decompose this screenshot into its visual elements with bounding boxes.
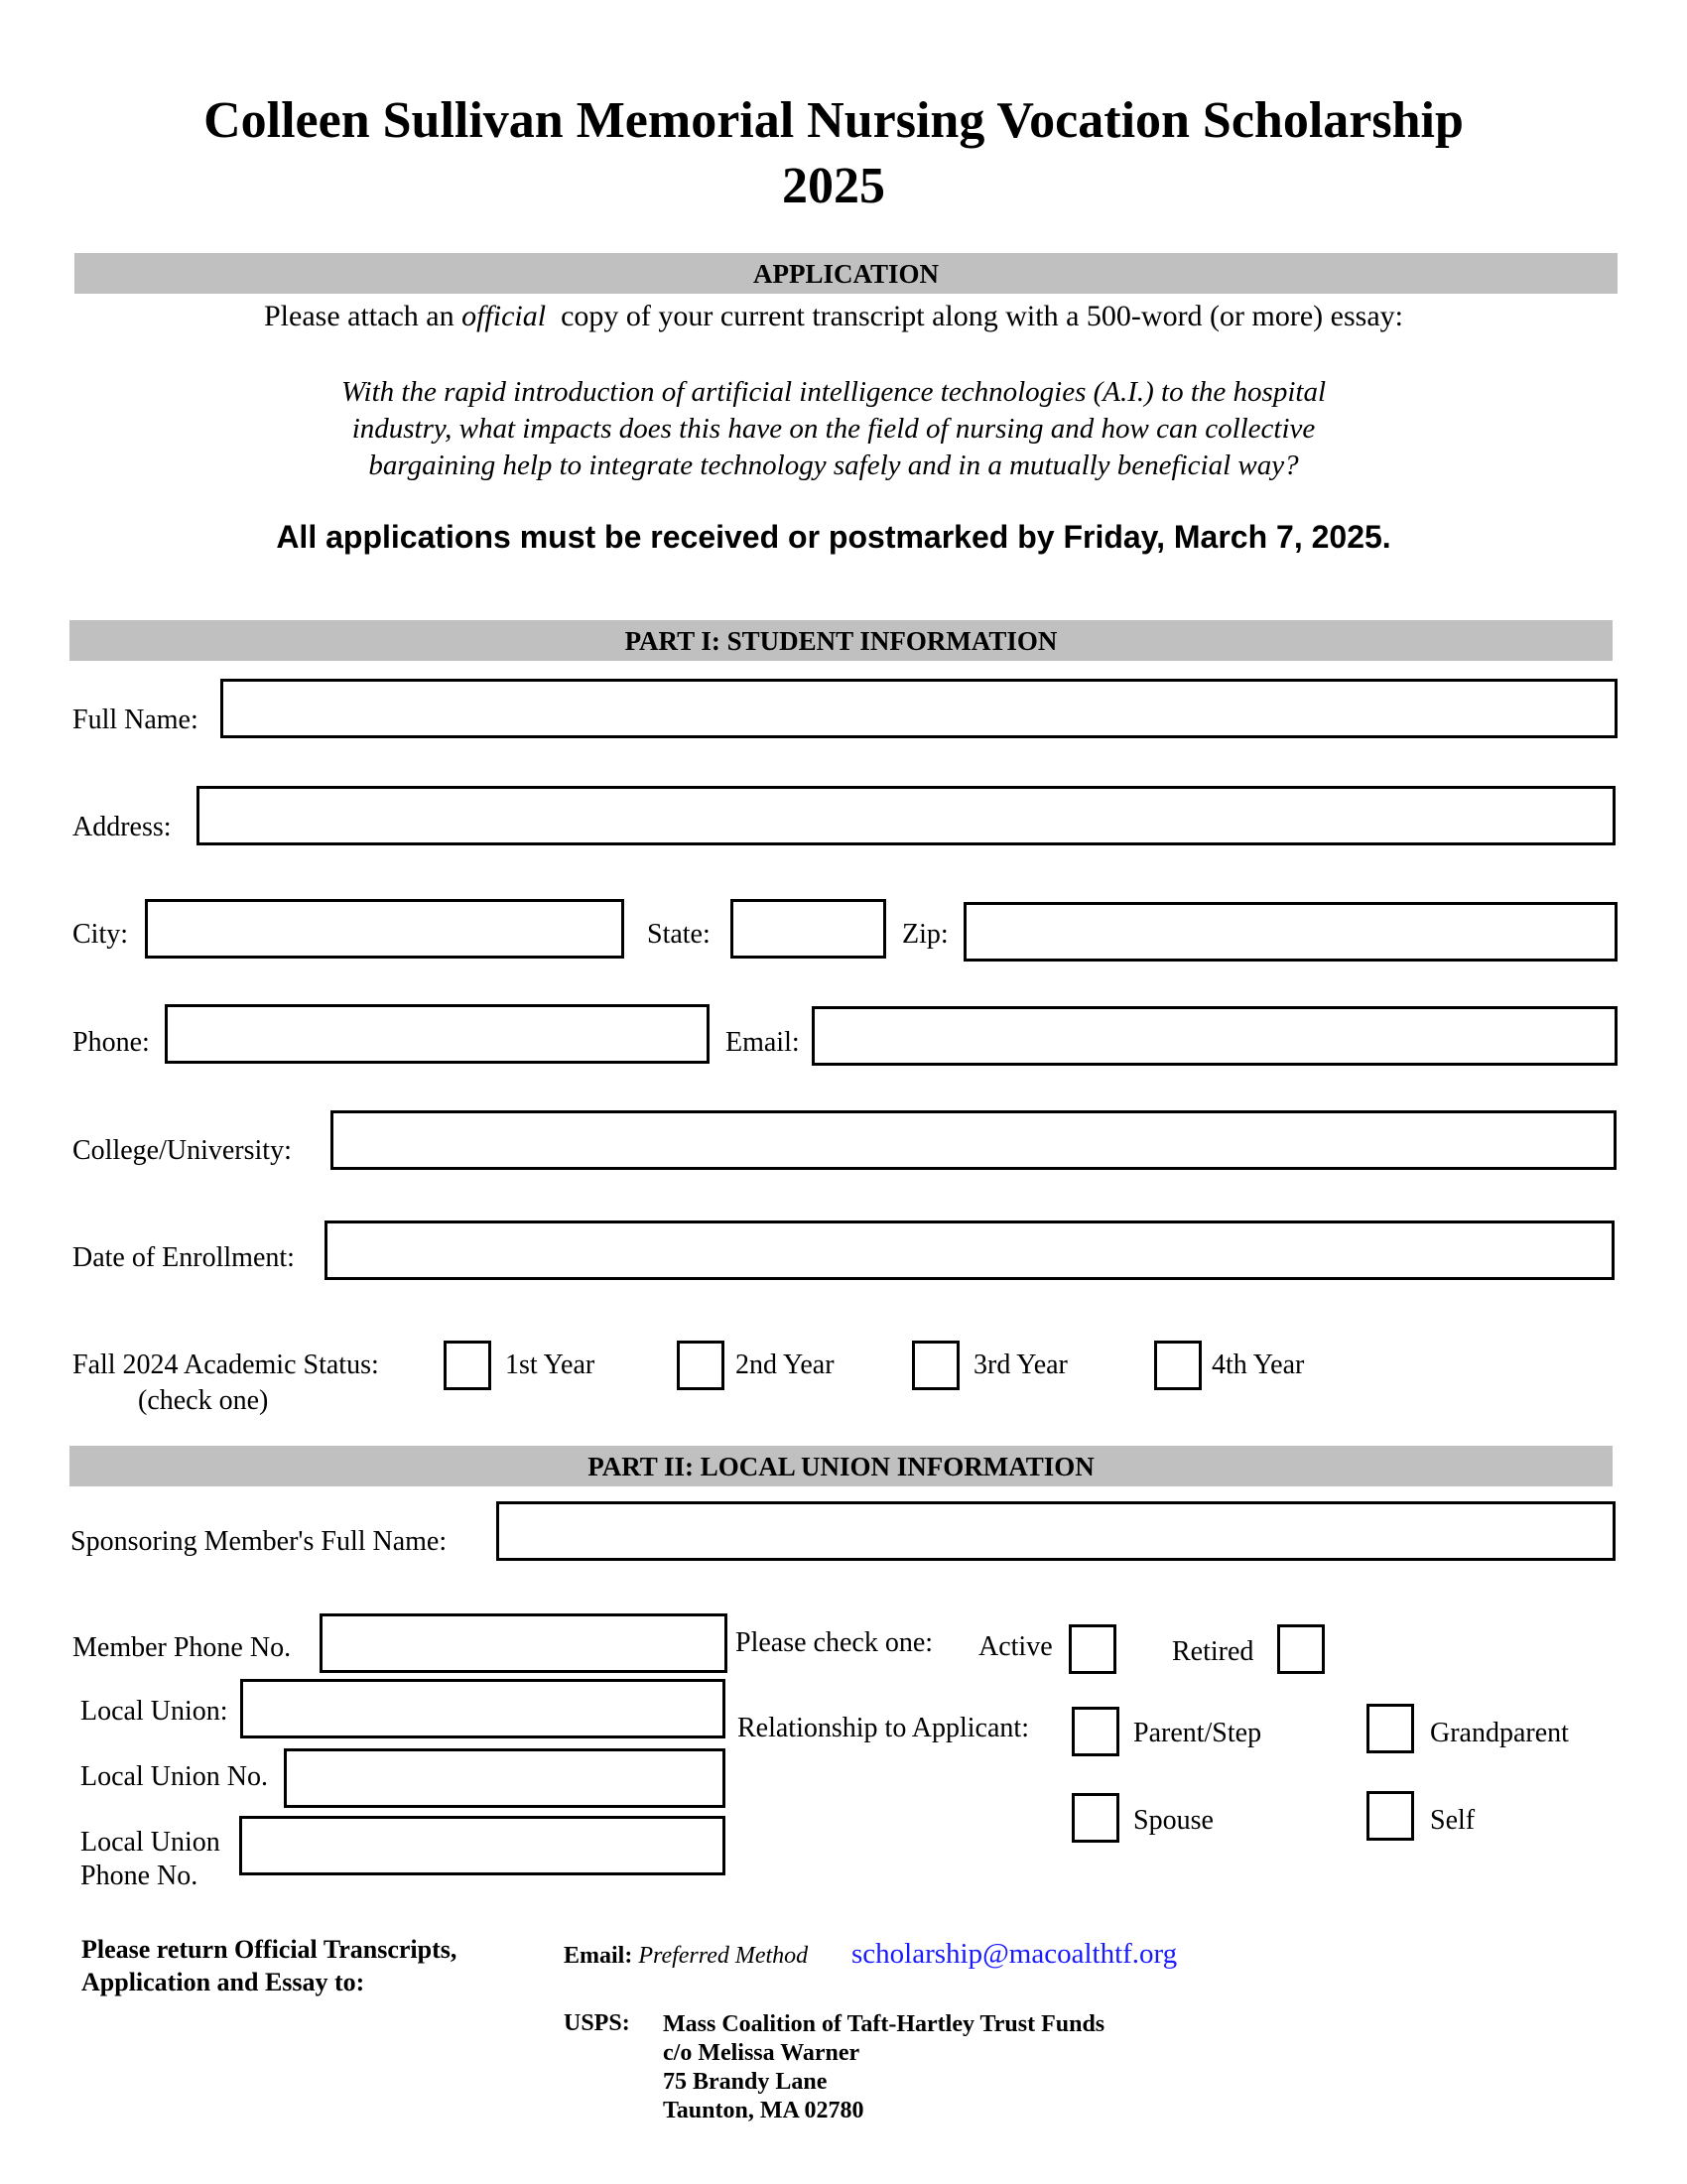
fourth-year-label: 4th Year	[1212, 1349, 1305, 1380]
parent-step-checkbox[interactable]	[1072, 1707, 1119, 1756]
local-union-phone-label-line: Phone No.	[80, 1861, 198, 1891]
email-return-row	[564, 1943, 808, 1970]
third-year-checkbox[interactable]	[912, 1341, 960, 1390]
grandparent-label: Grandparent	[1430, 1718, 1569, 1748]
part2-section-header: PART II: LOCAL UNION INFORMATION	[69, 1446, 1613, 1486]
third-year-label: 3rd Year	[973, 1349, 1068, 1380]
relationship-label: Relationship to Applicant:	[737, 1713, 1029, 1743]
first-year-checkbox[interactable]	[444, 1341, 491, 1390]
scholarship-email-link[interactable]: scholarship@macoalthtf.org	[851, 1938, 1178, 1970]
fourth-year-checkbox[interactable]	[1154, 1341, 1202, 1390]
return-instructions	[81, 1933, 456, 1998]
college-field[interactable]	[330, 1110, 1617, 1170]
email-label: Email:	[725, 1027, 800, 1058]
local-union-phone-field[interactable]	[239, 1816, 725, 1875]
college-label: College/University:	[72, 1135, 292, 1166]
attachment-instruction	[0, 300, 1667, 333]
phone-label: Phone:	[72, 1027, 150, 1058]
phone-field[interactable]	[165, 1004, 710, 1064]
city-field[interactable]	[145, 899, 624, 959]
local-union-label: Local Union:	[80, 1696, 228, 1727]
email-field[interactable]	[812, 1006, 1618, 1066]
active-checkbox[interactable]	[1069, 1624, 1116, 1674]
email-return-label: Email:	[564, 1943, 633, 1969]
parent-step-label: Parent/Step	[1133, 1718, 1262, 1748]
part1-section-header: PART I: STUDENT INFORMATION	[69, 620, 1613, 661]
second-year-checkbox[interactable]	[677, 1341, 724, 1390]
grandparent-checkbox[interactable]	[1366, 1704, 1414, 1753]
address-line: c/o Melissa Warner	[663, 2040, 860, 2066]
form-year: 2025	[782, 158, 885, 214]
self-label: Self	[1430, 1805, 1476, 1836]
essay-line: bargaining help to integrate technology safely and in a mutually beneficial way?	[368, 450, 1299, 481]
local-union-no-label: Local Union No.	[80, 1761, 268, 1792]
enrollment-label: Date of Enrollment:	[72, 1242, 295, 1273]
usps-label: USPS:	[564, 2010, 630, 2036]
address-field[interactable]	[196, 786, 1616, 845]
city-label: City:	[72, 919, 129, 950]
essay-prompt	[0, 374, 1667, 484]
return-line: Please return Official Transcripts,	[81, 1935, 457, 1964]
deadline-notice: All applications must be received or postmarked by Friday, March 7, 2025.	[276, 519, 1391, 555]
academic-status-hint: (check one)	[138, 1385, 269, 1416]
member-phone-field[interactable]	[320, 1613, 727, 1673]
retired-label: Retired	[1172, 1636, 1254, 1667]
state-field[interactable]	[730, 899, 886, 959]
essay-line: industry, what impacts does this have on the field of nursing and how can collective	[351, 413, 1316, 445]
spouse-label: Spouse	[1133, 1805, 1214, 1836]
sponsor-name-label: Sponsoring Member's Full Name:	[70, 1526, 448, 1557]
local-union-phone-label	[80, 1826, 220, 1893]
sponsor-name-field[interactable]	[496, 1501, 1616, 1561]
instruction-pre: Please attach an	[264, 300, 454, 332]
second-year-label: 2nd Year	[735, 1349, 835, 1380]
return-line: Application and Essay to:	[81, 1968, 365, 1996]
zip-field[interactable]	[964, 902, 1618, 962]
local-union-field[interactable]	[240, 1679, 725, 1738]
full-name-label: Full Name:	[72, 705, 198, 735]
member-phone-label: Member Phone No.	[72, 1632, 292, 1663]
local-union-no-field[interactable]	[284, 1748, 725, 1808]
self-checkbox[interactable]	[1366, 1791, 1414, 1841]
please-check-one-label: Please check one:	[735, 1627, 934, 1658]
enrollment-field[interactable]	[324, 1220, 1615, 1280]
essay-line: With the rapid introduction of artificial intelligence technologies (A.I.) to the hospital	[340, 376, 1327, 408]
address-line: 75 Brandy Lane	[663, 2069, 828, 2095]
local-union-phone-label-line: Local Union	[80, 1827, 220, 1858]
form-title: Colleen Sullivan Memorial Nursing Vocation Scholarship	[203, 92, 1464, 149]
address-label: Address:	[72, 812, 172, 842]
address-line: Taunton, MA 02780	[663, 2098, 864, 2123]
retired-checkbox[interactable]	[1277, 1624, 1325, 1674]
mailing-address	[663, 2010, 1104, 2125]
first-year-label: 1st Year	[505, 1349, 595, 1380]
academic-status-label: Fall 2024 Academic Status:	[72, 1349, 379, 1380]
instruction-post: copy of your current transcript along with a 500-word (or more) essay:	[561, 300, 1403, 332]
spouse-checkbox[interactable]	[1072, 1793, 1119, 1843]
application-section-header: APPLICATION	[74, 253, 1618, 294]
full-name-field[interactable]	[220, 679, 1618, 738]
state-label: State:	[647, 919, 711, 950]
active-label: Active	[978, 1631, 1053, 1662]
address-line: Mass Coalition of Taft-Hartley Trust Funds	[663, 2011, 1105, 2037]
instruction-italic: official	[461, 300, 547, 332]
zip-label: Zip:	[902, 919, 949, 950]
email-preferred-method: Preferred Method	[638, 1943, 809, 1969]
